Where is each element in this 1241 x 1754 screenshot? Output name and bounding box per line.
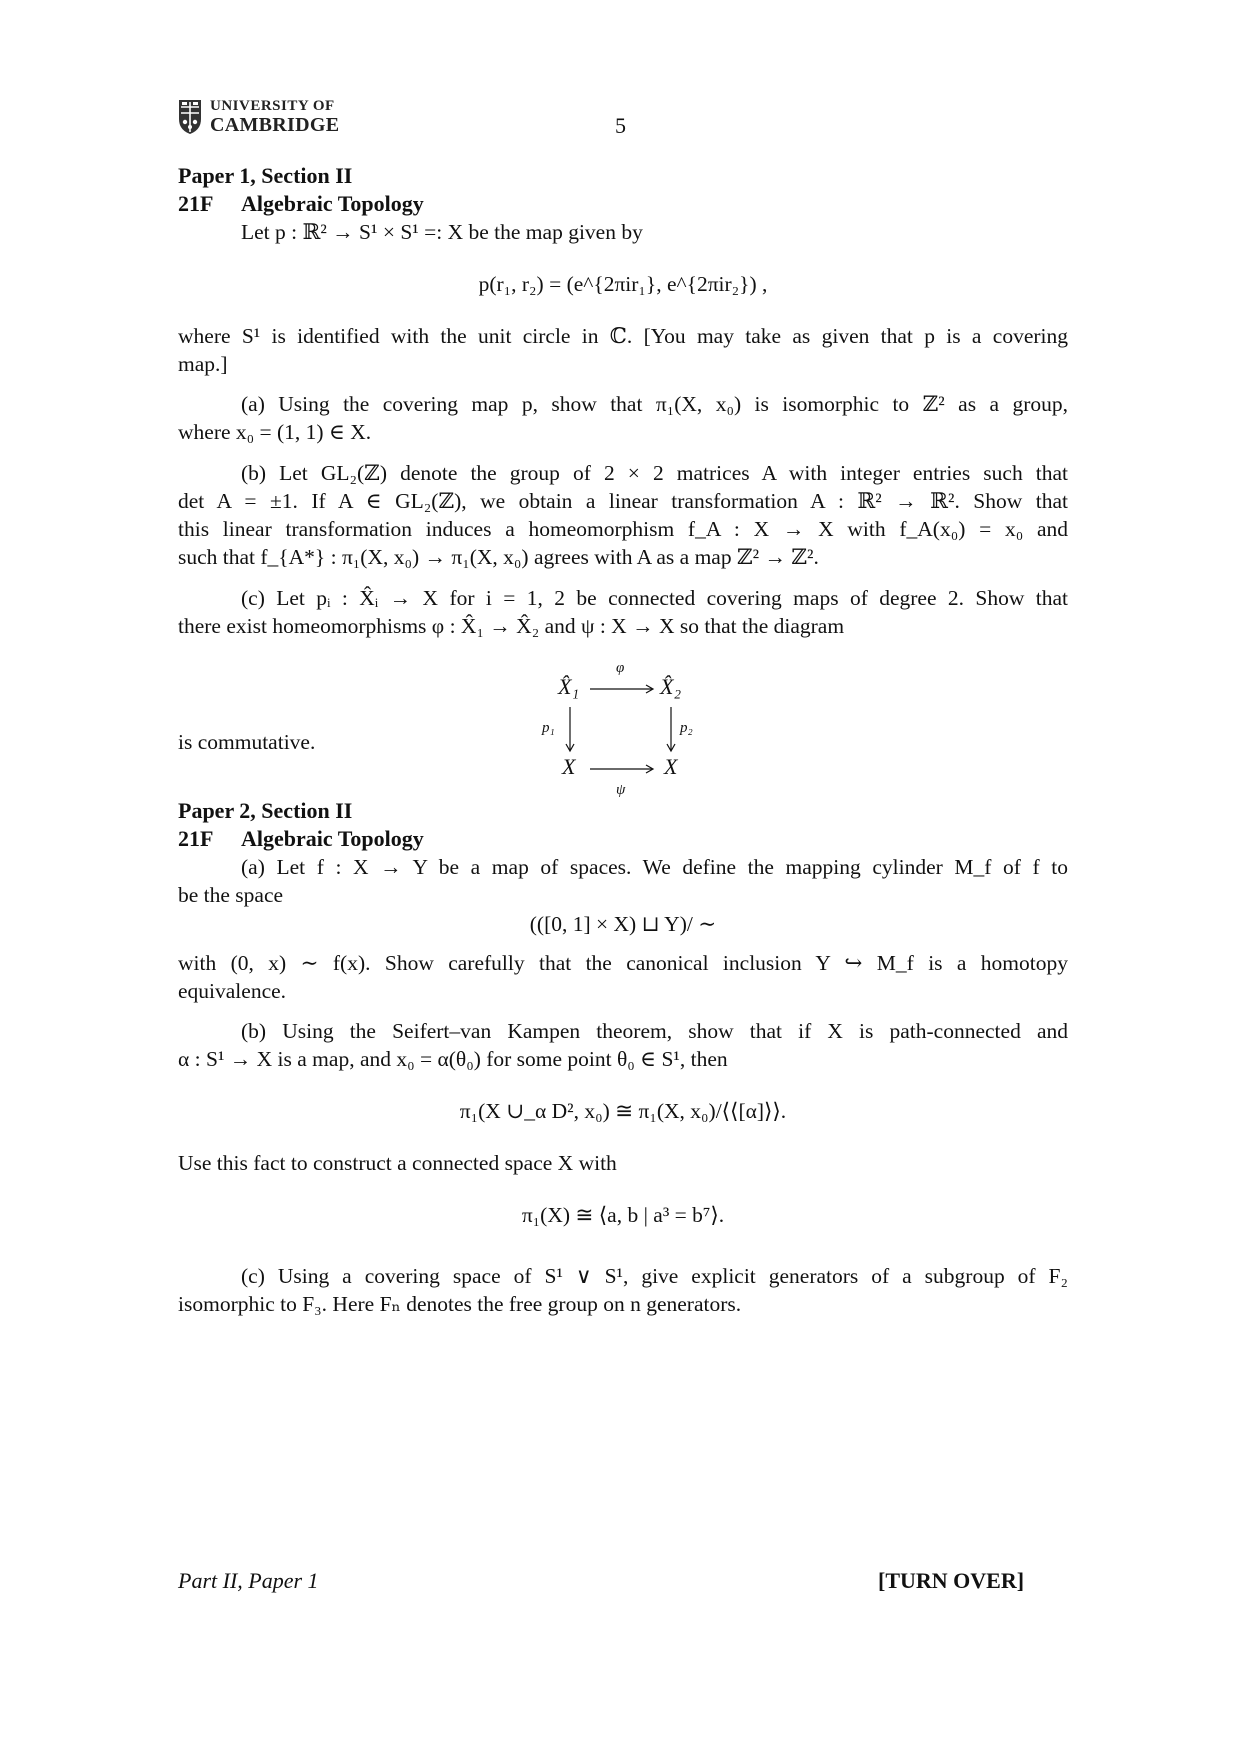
q2-part-a-line-1: (a) Let f : X → Y be a map of spaces. We define the mapping cylinder M_f of f to bbox=[241, 855, 1068, 879]
q1-part-b-line-4: such that f_{A*} : π₁(X, x₀) → π₁(X, x₀) agrees with A as a map ℤ² → ℤ². bbox=[178, 545, 819, 569]
university-logo bbox=[178, 98, 339, 136]
diagram-bottom-right: X bbox=[664, 754, 678, 779]
q2-section-heading: Paper 2, Section II bbox=[178, 798, 353, 823]
q1-part-a-line-1: (a) Using the covering map p, show that π₁(X, x₀) is isomorphic to ℤ² as a group, bbox=[241, 392, 1068, 416]
crest-icon bbox=[178, 99, 202, 135]
q2-part-b-equation-2: π₁(X) ≅ ⟨a, b | a³ = b⁷⟩. bbox=[521, 1203, 725, 1227]
q1-code: 21F bbox=[178, 191, 214, 216]
q2-part-b-line-3: Use this fact to construct a connected space X with bbox=[178, 1151, 617, 1175]
q2-part-a-equation: (([0, 1] × X) ⊔ Y)/ ∼ bbox=[529, 912, 717, 936]
q1-part-a-line-2: where x₀ = (1, 1) ∈ X. bbox=[178, 420, 372, 444]
q1-part-b-line-3: this linear transformation induces a homeomorphism f_A : X → X with f_A(x₀) = x₀ and bbox=[178, 517, 1068, 541]
q1-part-c-line-1: (c) Let pᵢ : X̂ᵢ → X for i = 1, 2 be connected covering maps of degree 2. Show that bbox=[241, 586, 1068, 610]
diagram-bottom-left: X bbox=[562, 754, 576, 779]
logo-line-1: UNIVERSITY OF bbox=[210, 98, 335, 114]
page-number: 5 bbox=[615, 113, 626, 138]
q1-part-b-line-1: (b) Let GL₂(ℤ) denote the group of 2 × 2 matrices A with integer entries such that bbox=[241, 461, 1068, 485]
q2-part-c-line-2: isomorphic to F₃. Here Fₙ denotes the free group on n generators. bbox=[178, 1292, 742, 1316]
footer-turn-over: [TURN OVER] bbox=[878, 1568, 1025, 1593]
q2-part-c-line-1: (c) Using a covering space of S¹ ∨ S¹, give explicit generators of a subgroup of F₂ bbox=[241, 1264, 1068, 1288]
logo-line-2: CAMBRIDGE bbox=[210, 114, 340, 136]
q1-equation: p(r₁, r₂) = (e^{2πir₁}, e^{2πir₂}) , bbox=[478, 272, 768, 296]
q2-part-b-line-2: α : S¹ → X is a map, and x₀ = α(θ₀) for some point θ₀ ∈ S¹, then bbox=[178, 1047, 728, 1071]
footer-paper-label: Part II, Paper 1 bbox=[178, 1568, 319, 1593]
q1-where-line-1: where S¹ is identified with the unit circle in ℂ. [You may take as given that p is a covering bbox=[178, 324, 1068, 348]
diagram-top-left: X̂₁ bbox=[558, 674, 580, 699]
q2-part-a-line-4: equivalence. bbox=[178, 979, 287, 1003]
q2-part-a-line-3: with (0, x) ∼ f(x). Show carefully that the canonical inclusion Y ↪ M_f is a homotopy bbox=[178, 951, 1068, 975]
page-header bbox=[178, 98, 1068, 142]
q1-part-b-line-2: det A = ±1. If A ∈ GL₂(ℤ), we obtain a linear transformation A : ℝ² → ℝ². Show that bbox=[178, 489, 1068, 513]
q2-part-b-line-1: (b) Using the Seifert–van Kampen theorem, show that if X is path-connected and bbox=[241, 1019, 1068, 1043]
diagram-phi-label: φ bbox=[616, 660, 625, 676]
q1-intro: Let p : ℝ² → S¹ × S¹ =: X be the map given by bbox=[241, 220, 643, 244]
q1-closing: is commutative. bbox=[178, 730, 316, 754]
q1-section-heading: Paper 1, Section II bbox=[178, 163, 353, 188]
diagram-p1-label: p₁ bbox=[542, 720, 555, 736]
q2-part-b-equation: π₁(X ∪_α D², x₀) ≅ π₁(X, x₀)/⟨⟨[α]⟩⟩. bbox=[459, 1099, 787, 1123]
q1-title: Algebraic Topology bbox=[241, 191, 424, 216]
diagram-psi-label: ψ bbox=[616, 782, 626, 798]
diagram-top-right: X̂₂ bbox=[660, 674, 682, 699]
q2-title-line bbox=[178, 825, 1068, 853]
q1-title-line bbox=[178, 190, 1068, 218]
q1-part-c-line-2: there exist homeomorphisms φ : X̂₁ → X̂₂ and ψ : X → X so that the diagram bbox=[178, 614, 845, 638]
q2-code: 21F bbox=[178, 826, 214, 851]
q2-part-a-line-2: be the space bbox=[178, 883, 284, 907]
diagram-p2-label: p₂ bbox=[680, 720, 693, 736]
q2-title: Algebraic Topology bbox=[241, 826, 424, 851]
q1-where-line-2: map.] bbox=[178, 352, 228, 376]
